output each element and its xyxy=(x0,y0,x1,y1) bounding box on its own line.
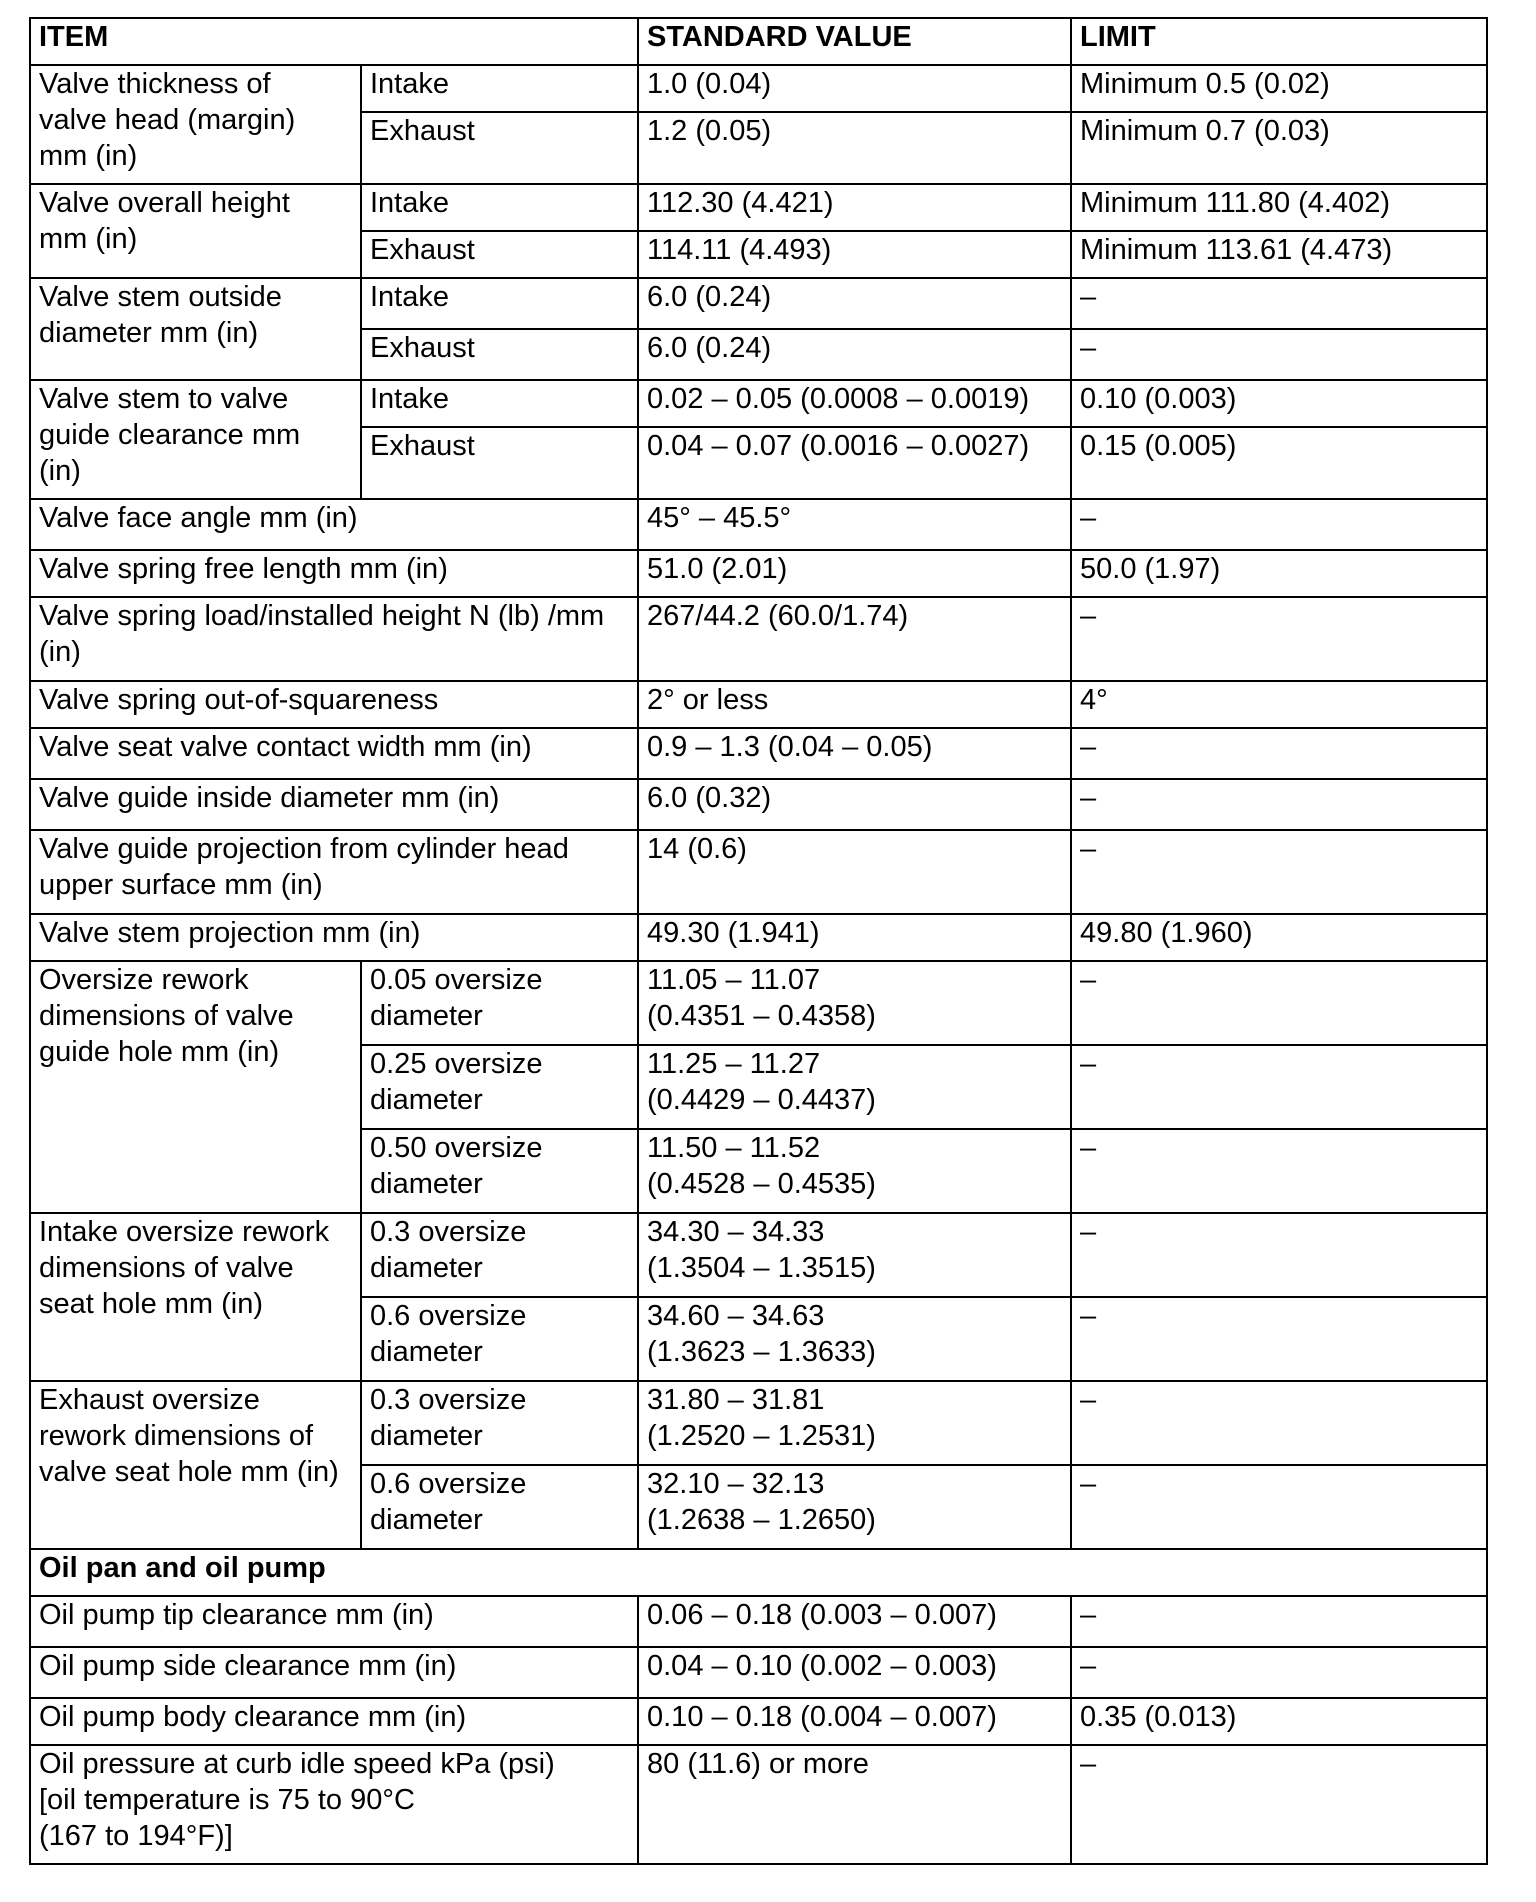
valve-spec-table xyxy=(29,17,1488,1865)
item-cell: Valve guide projection from cylinder head upper surface mm (in) xyxy=(30,830,638,914)
table-row xyxy=(30,1745,1487,1864)
standard-value-cell: 0.10 – 0.18 (0.004 – 0.007) xyxy=(638,1698,1071,1745)
table-row xyxy=(30,380,1487,427)
standard-value-cell: 0.06 – 0.18 (0.003 – 0.007) xyxy=(638,1596,1071,1647)
item-cell: Valve spring load/installed height N (lb) /mm (in) xyxy=(30,597,638,681)
limit-cell: 0.10 (0.003) xyxy=(1071,380,1487,427)
limit-cell: – xyxy=(1071,830,1487,914)
item-cell: Valve guide inside diameter mm (in) xyxy=(30,779,638,830)
limit-cell: – xyxy=(1071,728,1487,779)
limit-cell: – xyxy=(1071,278,1487,329)
standard-value-cell: 14 (0.6) xyxy=(638,830,1071,914)
table-row xyxy=(30,499,1487,550)
sub-item-cell: 0.05 oversize diameter xyxy=(361,961,638,1045)
limit-cell: – xyxy=(1071,779,1487,830)
standard-value-cell: 45° – 45.5° xyxy=(638,499,1071,550)
sub-item-cell: Exhaust xyxy=(361,231,638,278)
limit-cell: – xyxy=(1071,499,1487,550)
limit-cell: – xyxy=(1071,1596,1487,1647)
standard-value-cell: 114.11 (4.493) xyxy=(638,231,1071,278)
standard-value-cell: 6.0 (0.24) xyxy=(638,278,1071,329)
sub-item-cell: Intake xyxy=(361,278,638,329)
section-title-oil-pan: Oil pan and oil pump xyxy=(30,1549,1487,1596)
standard-value-cell: 6.0 (0.32) xyxy=(638,779,1071,830)
table-row xyxy=(30,1381,1487,1465)
sub-item-cell: 0.50 oversize diameter xyxy=(361,1129,638,1213)
table-row xyxy=(30,184,1487,231)
item-cell: Oil pump tip clearance mm (in) xyxy=(30,1596,638,1647)
limit-cell: – xyxy=(1071,1297,1487,1381)
sub-item-cell: Intake xyxy=(361,184,638,231)
limit-cell: – xyxy=(1071,1381,1487,1465)
limit-cell: 4° xyxy=(1071,681,1487,728)
item-cell: Oversize rework dimensions of valve guide hole mm (in) xyxy=(30,961,361,1213)
standard-value-cell: 0.02 – 0.05 (0.0008 – 0.0019) xyxy=(638,380,1071,427)
standard-value-cell: 112.30 (4.421) xyxy=(638,184,1071,231)
item-cell: Valve stem to valve guide clearance mm (in) xyxy=(30,380,361,499)
standard-value-cell: 0.9 – 1.3 (0.04 – 0.05) xyxy=(638,728,1071,779)
table-row xyxy=(30,961,1487,1045)
sub-item-cell: 0.6 oversize diameter xyxy=(361,1297,638,1381)
standard-value-cell: 1.2 (0.05) xyxy=(638,112,1071,184)
table-row xyxy=(30,728,1487,779)
item-cell: Oil pump side clearance mm (in) xyxy=(30,1647,638,1698)
sub-item-cell: Exhaust xyxy=(361,329,638,380)
limit-cell: Minimum 113.61 (4.473) xyxy=(1071,231,1487,278)
table-row xyxy=(30,830,1487,914)
limit-cell: Minimum 111.80 (4.402) xyxy=(1071,184,1487,231)
table-row xyxy=(30,779,1487,830)
item-cell: Valve spring free length mm (in) xyxy=(30,550,638,597)
limit-cell: – xyxy=(1071,1213,1487,1297)
section-header-row xyxy=(30,1549,1487,1596)
sub-item-cell: Intake xyxy=(361,65,638,112)
header-limit: LIMIT xyxy=(1071,18,1487,65)
limit-cell: Minimum 0.5 (0.02) xyxy=(1071,65,1487,112)
table-row xyxy=(30,1698,1487,1745)
limit-cell: 50.0 (1.97) xyxy=(1071,550,1487,597)
sub-item-cell: Exhaust xyxy=(361,427,638,499)
item-cell: Valve stem outside diameter mm (in) xyxy=(30,278,361,380)
standard-value-cell: 11.25 – 11.27 (0.4429 – 0.4437) xyxy=(638,1045,1071,1129)
standard-value-cell: 49.30 (1.941) xyxy=(638,914,1071,961)
item-cell: Intake oversize rework dimensions of valve seat hole mm (in) xyxy=(30,1213,361,1381)
standard-value-cell: 34.30 – 34.33 (1.3504 – 1.3515) xyxy=(638,1213,1071,1297)
table-row xyxy=(30,681,1487,728)
standard-value-cell: 34.60 – 34.63 (1.3623 – 1.3633) xyxy=(638,1297,1071,1381)
limit-cell: – xyxy=(1071,1647,1487,1698)
standard-value-cell: 6.0 (0.24) xyxy=(638,329,1071,380)
standard-value-cell: 0.04 – 0.07 (0.0016 – 0.0027) xyxy=(638,427,1071,499)
table-row xyxy=(30,1213,1487,1297)
limit-cell: – xyxy=(1071,1045,1487,1129)
item-cell: Valve seat valve contact width mm (in) xyxy=(30,728,638,779)
header-standard-value: STANDARD VALUE xyxy=(638,18,1071,65)
standard-value-cell: 11.05 – 11.07 (0.4351 – 0.4358) xyxy=(638,961,1071,1045)
limit-cell: – xyxy=(1071,597,1487,681)
standard-value-cell: 267/44.2 (60.0/1.74) xyxy=(638,597,1071,681)
item-cell: Oil pump body clearance mm (in) xyxy=(30,1698,638,1745)
item-cell: Valve overall height mm (in) xyxy=(30,184,361,278)
limit-cell: – xyxy=(1071,1745,1487,1864)
item-cell: Valve spring out-of-squareness xyxy=(30,681,638,728)
standard-value-cell: 11.50 – 11.52 (0.4528 – 0.4535) xyxy=(638,1129,1071,1213)
standard-value-cell: 32.10 – 32.13 (1.2638 – 1.2650) xyxy=(638,1465,1071,1549)
table-row xyxy=(30,65,1487,112)
sub-item-cell: 0.6 oversize diameter xyxy=(361,1465,638,1549)
item-cell: Valve thickness of valve head (margin) mm (in) xyxy=(30,65,361,184)
item-cell: Valve face angle mm (in) xyxy=(30,499,638,550)
header-item: ITEM xyxy=(30,18,638,65)
table-row xyxy=(30,1647,1487,1698)
limit-cell: – xyxy=(1071,1129,1487,1213)
standard-value-cell: 0.04 – 0.10 (0.002 – 0.003) xyxy=(638,1647,1071,1698)
standard-value-cell: 1.0 (0.04) xyxy=(638,65,1071,112)
sub-item-cell: 0.3 oversize diameter xyxy=(361,1213,638,1297)
table-header-row xyxy=(30,18,1487,65)
limit-cell: Minimum 0.7 (0.03) xyxy=(1071,112,1487,184)
limit-cell: 49.80 (1.960) xyxy=(1071,914,1487,961)
item-cell: Oil pressure at curb idle speed kPa (psi) [oil temperature is 75 to 90°C (167 to 194°F)] xyxy=(30,1745,638,1864)
item-cell: Exhaust oversize rework dimensions of valve seat hole mm (in) xyxy=(30,1381,361,1549)
limit-cell: – xyxy=(1071,329,1487,380)
standard-value-cell: 2° or less xyxy=(638,681,1071,728)
sub-item-cell: Exhaust xyxy=(361,112,638,184)
limit-cell: – xyxy=(1071,961,1487,1045)
table-row xyxy=(30,914,1487,961)
sub-item-cell: 0.25 oversize diameter xyxy=(361,1045,638,1129)
sub-item-cell: Intake xyxy=(361,380,638,427)
standard-value-cell: 80 (11.6) or more xyxy=(638,1745,1071,1864)
standard-value-cell: 51.0 (2.01) xyxy=(638,550,1071,597)
table-row xyxy=(30,278,1487,329)
limit-cell: 0.35 (0.013) xyxy=(1071,1698,1487,1745)
table-row xyxy=(30,550,1487,597)
item-cell: Valve stem projection mm (in) xyxy=(30,914,638,961)
standard-value-cell: 31.80 – 31.81 (1.2520 – 1.2531) xyxy=(638,1381,1071,1465)
table-row xyxy=(30,1596,1487,1647)
table-row xyxy=(30,597,1487,681)
limit-cell: 0.15 (0.005) xyxy=(1071,427,1487,499)
limit-cell: – xyxy=(1071,1465,1487,1549)
sub-item-cell: 0.3 oversize diameter xyxy=(361,1381,638,1465)
